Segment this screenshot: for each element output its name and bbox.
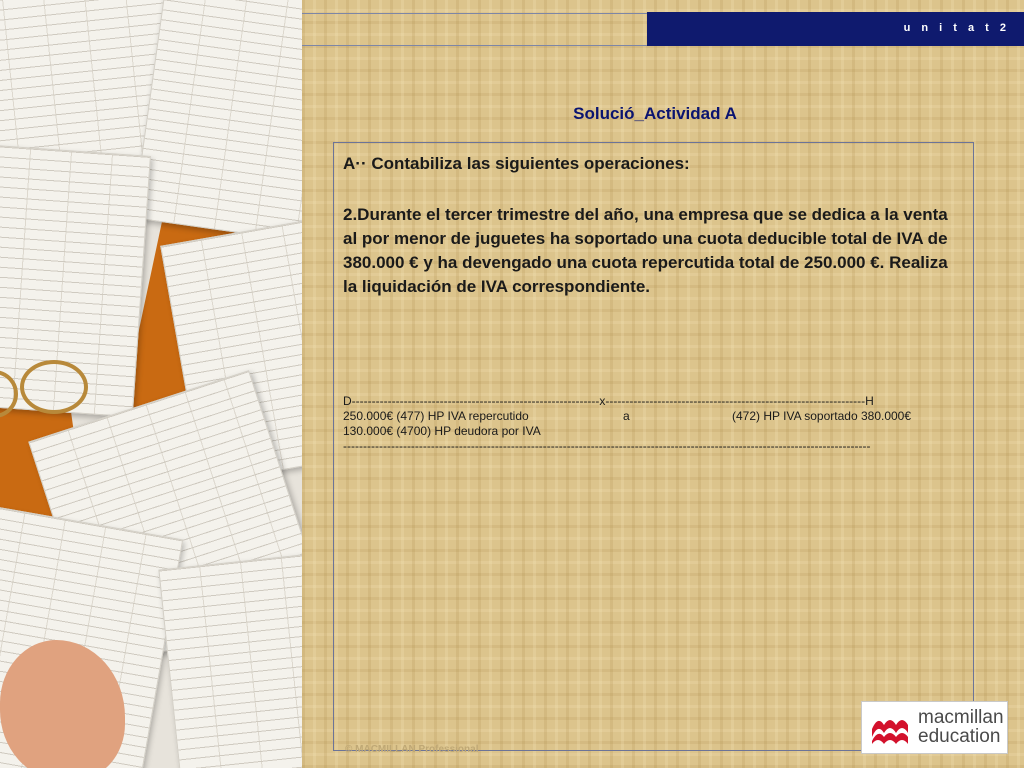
logo-text-macmillan: macmillan [918,707,1004,728]
header-rule-bottom [302,45,647,46]
decorative-photo [0,0,302,768]
unit-bar [647,12,1024,46]
logo-text-education: education [918,726,1001,747]
journal-header-line: D--------------------------------------------------------------x-----------------------------------------------------------------H [343,394,874,408]
exercise-heading: A·· Contabiliza las siguientes operaciones: [343,154,690,173]
copyright-text: © MACMILLAN Professional [345,744,479,755]
journal-debit: 250.000€ (477) HP IVA repercutido [343,409,529,423]
journal-row [343,424,963,439]
macmillan-logo-icon [870,711,910,745]
glasses-icon [20,360,88,414]
slide-title: Solució_Actividad A [573,104,737,123]
journal-footer-line: ------------------------------------------------------------------------------------------------------------------------------------ [343,439,871,453]
journal-row [343,409,963,424]
header-rule [302,13,647,14]
journal-entry [343,394,963,454]
unit-label: u n i t a t 2 [903,22,1010,34]
macmillan-logo [861,701,1008,754]
journal-credit: (472) HP IVA soportado 380.000€ [732,409,912,423]
exercise-statement: 2.Durante el tercer trimestre del año, una empresa que se dedica a la venta al por menor de juguetes ha soportado una cuota deducible total de IVA de 380.000 € y ha devengado una cuota repercutida total de 250.000 €. Realiza la liquidación de IVA correspondiente. [343,205,948,296]
journal-separator: a [623,409,630,423]
journal-debit: 130.000€ (4700) HP deudora por IVA [343,424,541,438]
